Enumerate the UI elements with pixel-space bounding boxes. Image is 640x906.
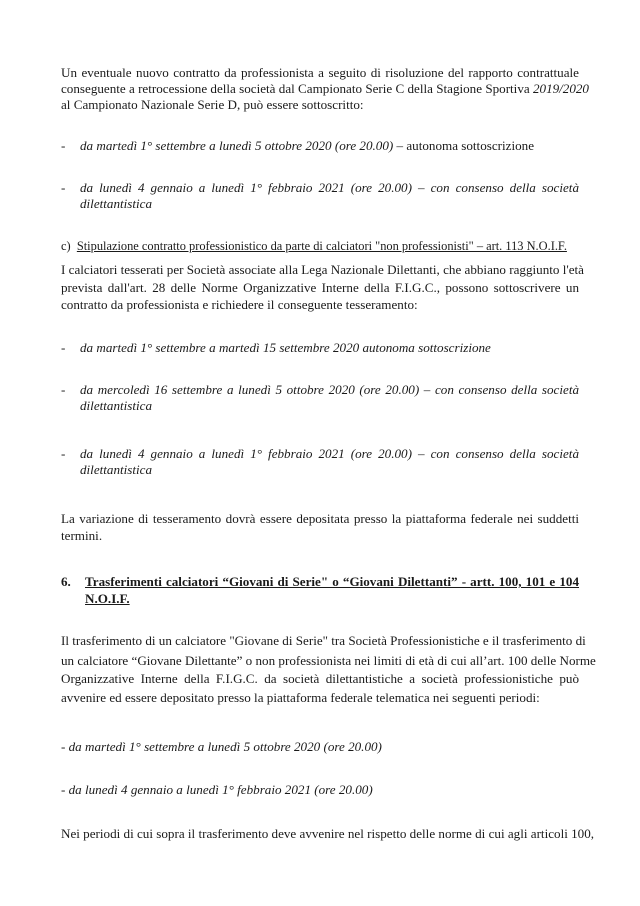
list2-item-2-line1: da mercoledì 16 settembre a lunedì 5 ottobre 2020 (ore 20.00) – con consenso della società [80, 382, 579, 397]
p1-line2-text: conseguente a retrocessione della società dal Campionato Serie C della Stagione Sportiva [61, 81, 530, 96]
list2-dash-3: - [61, 446, 66, 461]
section-6-title-line2: N.O.I.F. [85, 591, 130, 606]
p4-line1: Nei periodi di cui sopra il trasferimento deve avvenire nel rispetto delle norme di cui agli articoli 100, [61, 826, 595, 841]
p3-line1: Il trasferimento di un calciatore "Giovane di Serie" tra Società Professionistiche e il trasferimento di [61, 633, 586, 648]
section-c-marker: c) [61, 239, 71, 253]
section-c-line1: I calciatori tesserati per Società associate alla Lega Nazionale Dilettanti, che abbiano raggiunto l'età [61, 262, 584, 277]
p2-line2: termini. [61, 528, 103, 543]
list3-item-1: - da martedì 1° settembre a lunedì 5 ottobre 2020 (ore 20.00) [61, 739, 382, 754]
p3-line2: un calciatore “Giovane Dilettante” o non professionista nei limiti di età di cui all’art. 100 delle Norme [61, 653, 596, 668]
list1-item-1 [80, 138, 534, 154]
list1-item-2-line2: dilettantistica [80, 196, 153, 211]
list1-item-1-dates: da martedì 1° settembre a lunedì 5 ottobre 2020 (ore 20.00) [80, 138, 394, 153]
section-6-number: 6. [61, 574, 71, 589]
list1-item-2-line1: da lunedì 4 gennaio a lunedì 1° febbraio 2021 (ore 20.00) – con consenso della società [80, 180, 579, 195]
list2-item-1: da martedì 1° settembre a martedì 15 settembre 2020 autonoma sottoscrizione [80, 340, 491, 355]
list1-item-1-note: – autonoma sottoscrizione [396, 138, 534, 153]
list2-item-3-line1: da lunedì 4 gennaio a lunedì 1° febbraio 2021 (ore 20.00) – con consenso della società [80, 446, 579, 461]
section-c-title: Stipulazione contratto professionistico da parte di calciatori "non professionisti" – art. 113 N.O.I.F. [76, 239, 567, 253]
list3-item-2: - da lunedì 4 gennaio a lunedì 1° febbraio 2021 (ore 20.00) [61, 782, 373, 797]
list2-item-2-line2: dilettantistica [80, 398, 153, 413]
section-c-heading [61, 238, 567, 254]
p1-line3: al Campionato Nazionale Serie D, può essere sottoscritto: [61, 97, 364, 112]
p1-line1: Un eventuale nuovo contratto da professionista a seguito di risoluzione del rapporto contrattuale [61, 65, 579, 80]
list2-dash-2: - [61, 382, 66, 397]
p1-season: 2019/2020 [532, 81, 589, 96]
list2-dash-1: - [61, 340, 66, 355]
list1-dash-2: - [61, 180, 66, 195]
p2-line1: La variazione di tesseramento dovrà essere depositata presso la piattaforma federale nei suddetti [61, 511, 579, 526]
p3-line3: Organizzative Interne della F.I.G.C. da società dilettantistiche a società professionistiche può [61, 671, 579, 686]
section-c-line2: prevista dall'art. 28 delle Norme Organizzative Interne della F.I.G.C., possono sottoscrivere un [61, 280, 579, 295]
section-6-title-line1: Trasferimenti calciatori “Giovani di Serie" o “Giovani Dilettanti” - artt. 100, 101 e 104 [85, 574, 579, 589]
list2-item-3-line2: dilettantistica [80, 462, 153, 477]
p3-line4: avvenire ed essere depositato presso la piattaforma federale telematica nei seguenti periodi: [61, 690, 540, 705]
p1-line2 [61, 81, 589, 97]
section-c-line3: contratto da professionista e richiedere il conseguente tesseramento: [61, 297, 418, 312]
list1-dash-1: - [61, 138, 66, 153]
